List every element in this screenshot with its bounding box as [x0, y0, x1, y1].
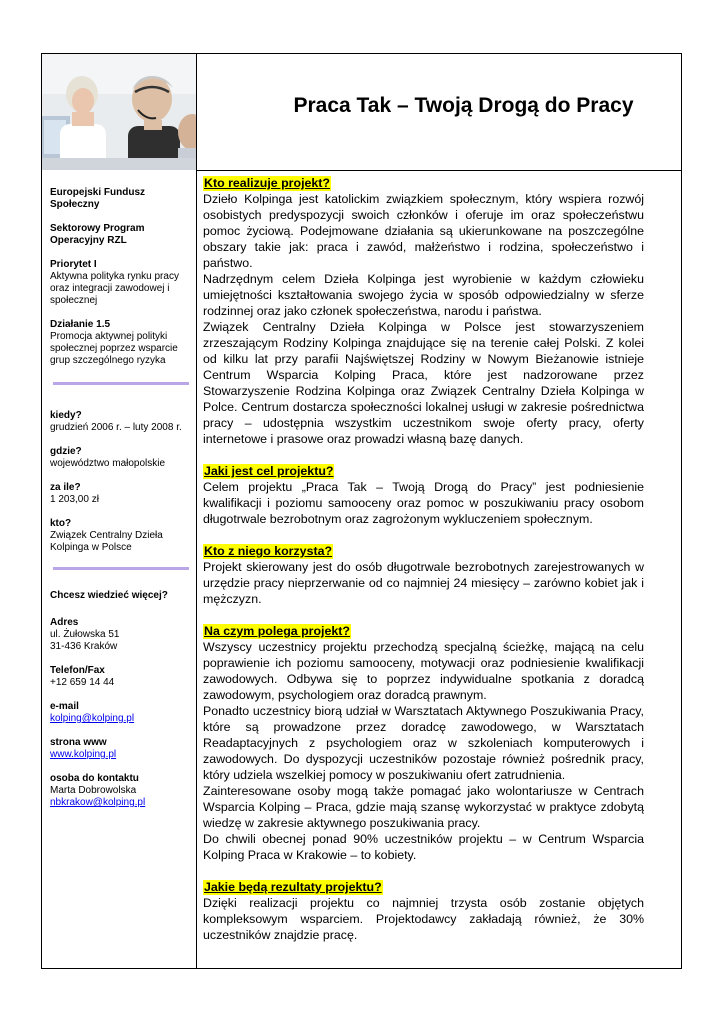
- paragraph: Dzieło Kolpinga jest katolickim związkiem społecznym, który wspiera rozwój osobistych predyspozycji swoich członków i oferuje im oraz społeczeństwu pomoc życiową. Podejmowane działania są ukierunkowane na poszczególne obszary takie jak: praca i zawód, małżeństwo i rodzina, społeczeństwo i państwo.: [203, 192, 644, 270]
- program-name: Sektorowy Program Operacyjny RZL: [50, 223, 145, 246]
- priority-text: Aktywna polityka rynku pracy oraz integracji zawodowej i społecznej: [50, 271, 179, 306]
- contact-name: Marta Dobrowolska: [50, 785, 137, 796]
- section-who-does: [203, 175, 644, 447]
- when-value: grudzień 2006 r. – luty 2008 r.: [50, 422, 182, 433]
- more-info-label: Chcesz wiedzieć więcej?: [50, 590, 168, 601]
- who-label: kto?: [50, 518, 72, 529]
- paragraph: Związek Centralny Dzieła Kolpinga w Polsce jest stowarzyszeniem zrzeszającym Rodziny Kolpinga znajdujące się na terenie całej Polski. Z kolei od kilku lat przy parafii Najświętszej Rodziny w Nowym Bieżanowie istnieje Centrum Wsparcia Kolping Praca, które jest nadzorowane przez Stowarzyszenie Rodzina Kolpinga oraz Związek Centralny Dzieła Kolpinga w Polce. Centrum dostarcza społeczności lokalnej usługi w zakresie pośrednictwa pracy – udostępnia wszystkim uczestnikom swoje oferty pracy, oferty internetowe i prasowe oraz prowadzi własną bazę danych.: [203, 320, 644, 446]
- email-label: e-mail: [50, 701, 79, 712]
- cost-value: 1 203,00 zł: [50, 494, 99, 505]
- section-heading: Kto z niego korzysta?: [204, 544, 333, 558]
- paragraph: Wszyscy uczestnicy projektu przechodzą specjalną ścieżkę, mającą na celu poprawienie ich poziomu samooceny, motywacji oraz podniesienie kwalifikacji zawodowych. Odbywa się to poprzez indywidualne spotkania z doradcą zawodowym, psychologiem oraz doradcą prawnym.: [203, 640, 644, 702]
- phone-value: +12 659 14 44: [50, 677, 115, 688]
- paragraph: Do chwili obecnej ponad 90% uczestników projektu – w Centrum Wsparcia Kolping Praca w Krakowie – to kobiety.: [203, 832, 644, 862]
- section-heading: Kto realizuje projekt?: [204, 176, 330, 190]
- www-link[interactable]: www.kolping.pl: [50, 749, 117, 760]
- action-label: Działanie 1.5: [50, 319, 111, 330]
- where-value: województwo małopolskie: [50, 458, 166, 469]
- contact-email-link[interactable]: nbkrakow@kolping.pl: [50, 797, 146, 808]
- column-divider: [196, 53, 197, 969]
- contact-label: osoba do kontaktu: [50, 773, 139, 784]
- title-text: Praca Tak – Twoją Drogą do Pracy: [293, 94, 634, 117]
- section-results: [203, 879, 644, 943]
- cost-label: za ile?: [50, 482, 81, 493]
- section-heading: Jaki jest cel projektu?: [204, 464, 334, 478]
- fund-name: Europejski Fundusz Społeczny: [50, 187, 146, 210]
- address-label: Adres: [50, 617, 79, 628]
- action-text: Promocja aktywnej polityki społecznej poprzez wsparcie grup szczególnego ryzyka: [50, 331, 178, 366]
- section-heading: Jakie będą rezultaty projektu?: [204, 880, 382, 894]
- who-value: Związek Centralny Dzieła Kolpinga w Polsce: [50, 530, 163, 553]
- page-title: [197, 54, 682, 170]
- paragraph: Celem projektu „Praca Tak – Twoją Drogą do Pracy” jest podniesienie kwalifikacji i poziomu samooceny oraz pomoc w poszukiwaniu pracy osobom długotrwale bezrobotnym oraz zagrożonym wykluczeniem społecznym.: [203, 480, 644, 526]
- phone-label: Telefon/Fax: [50, 665, 105, 676]
- priority-label: Priorytet I: [50, 259, 97, 270]
- address-line1: ul. Żułowska 51: [50, 629, 120, 640]
- section-method: [203, 623, 644, 863]
- section-heading: Na czym polega projekt?: [204, 624, 350, 638]
- address-line2: 31-436 Kraków: [50, 641, 118, 652]
- main-content: [203, 175, 644, 943]
- header-divider: [196, 170, 682, 171]
- paragraph: Zainteresowane osoby mogą także pomagać jako wolontariusze w Centrach Wsparcia Kolping – Praca, gdzie mają szansę wykorzystać w praktyce zdobytą wiedzę w zakresie aktywnego poszukiwania pracy.: [203, 784, 644, 830]
- call-center-photo: [42, 54, 196, 170]
- paragraph: Ponadto uczestnicy biorą udział w Warsztatach Aktywnego Poszukiwania Pracy, które są prowadzone przez doradcę zawodowego, w Warsztatach Readaptacyjnych z psychologiem oraz w szkoleniach komputerowych i zawodowych. Do dyspozycji uczestników pozostaje również pośrednik pracy, który udziela wszelkiej pomocy w poszukiwaniu ofert zatrudnienia.: [203, 704, 644, 782]
- paragraph: Nadrzędnym celem Dzieła Kolpinga jest wyrobienie w każdym człowieku umiejętności kształtowania swojego życia w sposób odpowiedzialny w sferze rodzinnej oraz jako członek społeczeństwa, narodu i państwa.: [203, 272, 644, 318]
- where-label: gdzie?: [50, 446, 82, 457]
- sidebar: [50, 187, 192, 809]
- section-beneficiaries: [203, 543, 644, 607]
- paragraph: Dzięki realizacji projektu co najmniej trzysta osób zostanie objętych kompleksowym wsparciem. Projektodawcy zakładają również, że 30% uczestników znajdzie pracę.: [203, 896, 644, 942]
- header-photo: [42, 54, 196, 170]
- paragraph: Projekt skierowany jest do osób długotrwale bezrobotnych zarejestrowanych w urzędzie pracy nieprzerwanie od co najmniej 24 miesięcy – zarówno kobiet jak i mężczyzn.: [203, 560, 644, 606]
- when-label: kiedy?: [50, 410, 82, 421]
- section-goal: [203, 463, 644, 527]
- www-label: strona www: [50, 737, 107, 748]
- email-link[interactable]: kolping@kolping.pl: [50, 713, 135, 724]
